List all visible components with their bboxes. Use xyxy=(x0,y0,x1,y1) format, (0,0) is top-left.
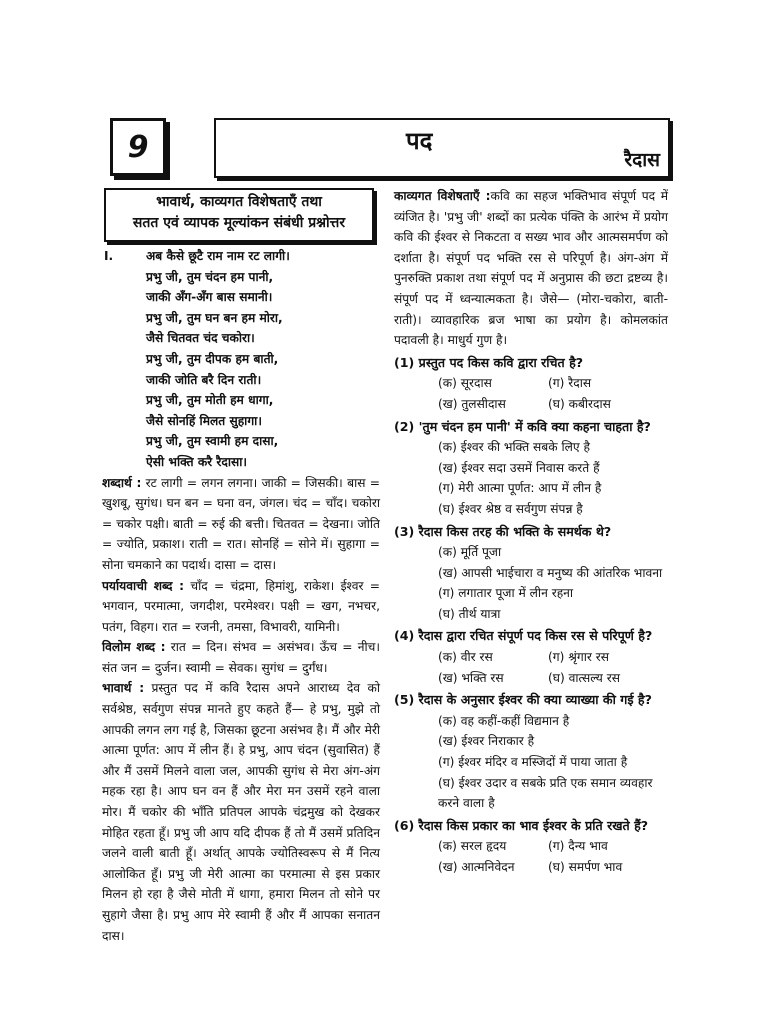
option-row xyxy=(394,373,668,394)
poem-line: प्रभु जी, तुम मोती हम धागा, xyxy=(146,393,274,408)
paryay-text: चाँद = चंद्रमा, हिमांशु, राकेश। ईश्वर = भगवान, परमात्मा, जगदीश, परमेश्वर। पक्षी = खग, नभचर, पतंग, विहग। रात = रजनी, तमसा, विभावरी, यामिनी। xyxy=(102,578,380,634)
chapter-author: रैदास xyxy=(624,149,660,171)
option: (क) वह कहीं-कहीं विद्यमान है xyxy=(438,713,570,728)
option: (क) सरल हृदय xyxy=(438,839,507,854)
vilom-text: रात = दिन। संभव = असंभव। ऊँच = नीच। संत जन = दुर्जन। स्वामी = सेवक। सुगंध = दुर्गंध। xyxy=(102,640,380,675)
option-row xyxy=(394,647,668,668)
option: (घ) कबीरदास xyxy=(548,396,611,411)
option: (घ) समर्पण भाव xyxy=(548,860,623,874)
paryay-label: पर्यायवाची शब्द : xyxy=(102,578,185,593)
bhavarth-text: प्रस्तुत पद में कवि रैदास अपने आराध्य देव को सर्वश्रेष्ठ, सर्वगुण संपन्न मानते हुए कहते हैं— हे प्रभु, मुझे तो आपकी लगन लग गई है, जिसका छूटना असंभव है। मैं और मेरी आत्मा पूर्णत: आप में लीन हैं। हे प्रभु, आप चंदन (सुवासित) हैं और मैं उसमें मिलने वाला जल, आपकी सुगंध से मेरा अंग-अंग महक रहा है। आप घन वन हैं और मेरा मन उसमें रहने वाला मोर। मैं चकोर की भाँति प्रतिपल आपके चंद्रमुख को देखकर मोहित रहता हूँ। प्रभु जी आप यदि दीपक हैं तो मैं उसमें प्रतिदिन जलने वाली बाती हूँ। अर्थात् आपके ज्योतिस्वरूप से मैं नित्य आलोकित हूँ। प्रभु जी मेरी आत्मा का परमात्मा से इस प्रकार मिलन हो रहा है जैसे मोती में धागा, हमारा मिलन तो सोने पर सुहागे जैसा है। प्रभु आप मेरे स्वामी हैं और मैं आपका सनातन दास। xyxy=(102,681,380,943)
section-heading xyxy=(104,188,374,242)
option: (क) सूरदास xyxy=(438,376,492,391)
option: (ख) आत्मनिवेदन xyxy=(438,860,515,874)
paryayvachi xyxy=(102,576,380,638)
option-row xyxy=(394,836,668,857)
shabdarth-text: रट लागी = लगन लगना। जाकी = जिसकी। बास = खुशबू, सुगंध। घन बन = घना वन, जंगल। चंद = चाँद। चकोरा = चकोर पक्षी। बाती = रुई की बत्ती। चितवत = देखना। जोति = ज्योति, प्रकाश। राती = रात। सोनहिं = सोने में। सुहागा = सोना चमकाने का पदार्थ। दासा = दास। xyxy=(102,475,381,572)
poem-line: अब कैसे छूटै राम नाम रट लागी। xyxy=(146,249,290,263)
option: (घ) वात्सल्य रस xyxy=(548,670,620,685)
shabdarth xyxy=(102,473,380,576)
chapter-title: पद xyxy=(406,127,433,155)
vilom-label: विलोम शब्द : xyxy=(102,640,166,655)
poem-line: जाकी जोति बरै दिन राती। xyxy=(146,372,262,387)
poem-line: जैसे चितवत चंद चकोरा। xyxy=(146,331,255,346)
section-heading-line1: भावार्थ, काव्यगत विशेषताएँ तथा xyxy=(156,194,322,210)
left-column xyxy=(102,246,380,946)
option: (ख) तुलसीदास xyxy=(438,396,506,411)
bhavarth-label: भावार्थ : xyxy=(102,681,145,696)
kavyagat-text: कवि का सहज भक्तिभाव संपूर्ण पद में व्यंजित है। 'प्रभु जी' शब्दों का प्रत्येक पंक्ति के आरंभ में प्रयोग कवि की ईश्वर से निकटता व सख्य भाव और आत्मसमर्पण को दर्शाता है। संपूर्ण पद भक्ति रस से परिपूर्ण है। अंग-अंग में पुनरुक्ति प्रकाश तथा संपूर्ण पद में अनुप्रास की छटा द्रष्टव्य है। संपूर्ण पद में ध्वन्यात्मकता है। जैसे— (मोरा-चकोरा, बाती-राती)। व्यावहारिक ब्रज भाषा का प्रयोग है। कोमलकांत पदावली है। माधुर्य गुण है। xyxy=(394,189,668,348)
kavyagat-label: काव्यगत विशेषताएँ : xyxy=(394,189,491,203)
option-row xyxy=(394,668,668,689)
poem-line: प्रभु जी, तुम चंदन हम पानी, xyxy=(146,269,274,284)
bhavarth xyxy=(102,678,380,946)
question-title: (5) रैदास के अनुसार ईश्वर की क्या व्याख्या की गई है? xyxy=(394,692,652,708)
option: (क) वीर रस xyxy=(438,650,493,665)
option: (क) ईश्वर की भक्ति सबके लिए है xyxy=(438,440,590,455)
poem xyxy=(102,246,380,473)
option: (ख) आपसी भाईचारा व मनुष्य की आंतरिक भावना xyxy=(438,565,663,580)
poem-line: प्रभु जी, तुम स्वामी हम दासा, xyxy=(146,434,279,449)
poem-line: प्रभु जी, तुम दीपक हम बाती, xyxy=(146,351,279,366)
option-row xyxy=(394,857,668,878)
poem-line: ऐसी भक्ति करै रैदासा। xyxy=(146,454,248,469)
option: (ग) दैन्य भाव xyxy=(548,839,608,854)
question-title: (6) रैदास किस प्रकार का भाव ईश्वर के प्रति रखते हैं? xyxy=(394,817,649,833)
option: (ख) ईश्वर निराकार है xyxy=(438,734,535,749)
option: (ग) मेरी आत्मा पूर्णत: आप में लीन है xyxy=(438,481,602,496)
option: (ग) श्रृंगार रस xyxy=(548,650,609,665)
option: (घ) ईश्वर श्रेष्ठ व सर्वगुण संपन्न है xyxy=(438,501,583,516)
option: (क) मूर्ति पूजा xyxy=(438,545,502,560)
right-column xyxy=(394,186,668,878)
poem-line: जाकी अँग-अँग बास समानी। xyxy=(146,290,273,305)
vilom xyxy=(102,637,380,678)
option: (ख) भक्ति रस xyxy=(438,670,504,685)
question-title: (3) रैदास किस तरह की भक्ति के समर्थक थे? xyxy=(394,523,612,539)
option: (घ) तीर्थ यात्रा xyxy=(438,606,501,621)
option: (ख) ईश्वर सदा उसमें निवास करते हैं xyxy=(438,460,600,475)
chapter-number: 9 xyxy=(110,118,166,176)
option: (ग) ईश्वर मंदिर व मस्जिदों में पाया जाता है xyxy=(438,755,628,770)
question-title: (4) रैदास द्वारा रचित संपूर्ण पद किस रस से परिपूर्ण है? xyxy=(394,628,653,644)
question-title: (2) 'तुम चंदन हम पानी' में कवि क्या कहना चाहता है? xyxy=(394,418,651,434)
option-row xyxy=(394,394,668,415)
option: (ग) रैदास xyxy=(548,376,592,391)
section-heading-line2: सतत एवं व्यापक मूल्यांकन संबंधी प्रश्नोत्तर xyxy=(132,215,346,231)
poem-line: प्रभु जी, तुम घन बन हम मोरा, xyxy=(146,310,283,325)
chapter-title-box xyxy=(214,118,670,178)
option: (ग) लगातार पूजा में लीन रहना xyxy=(438,586,574,601)
option: (घ) ईश्वर उदार व सबके प्रति एक समान व्यवहार करने वाला है xyxy=(438,775,653,811)
poem-numeral: I. xyxy=(104,249,114,263)
kavyagat xyxy=(394,186,668,351)
question-title: (1) प्रस्तुत पद किस कवि द्वारा रचित है? xyxy=(394,354,584,370)
shabdarth-label: शब्दार्थ : xyxy=(102,475,142,490)
poem-line: जैसे सोनहिं मिलत सुहागा। xyxy=(146,413,262,428)
